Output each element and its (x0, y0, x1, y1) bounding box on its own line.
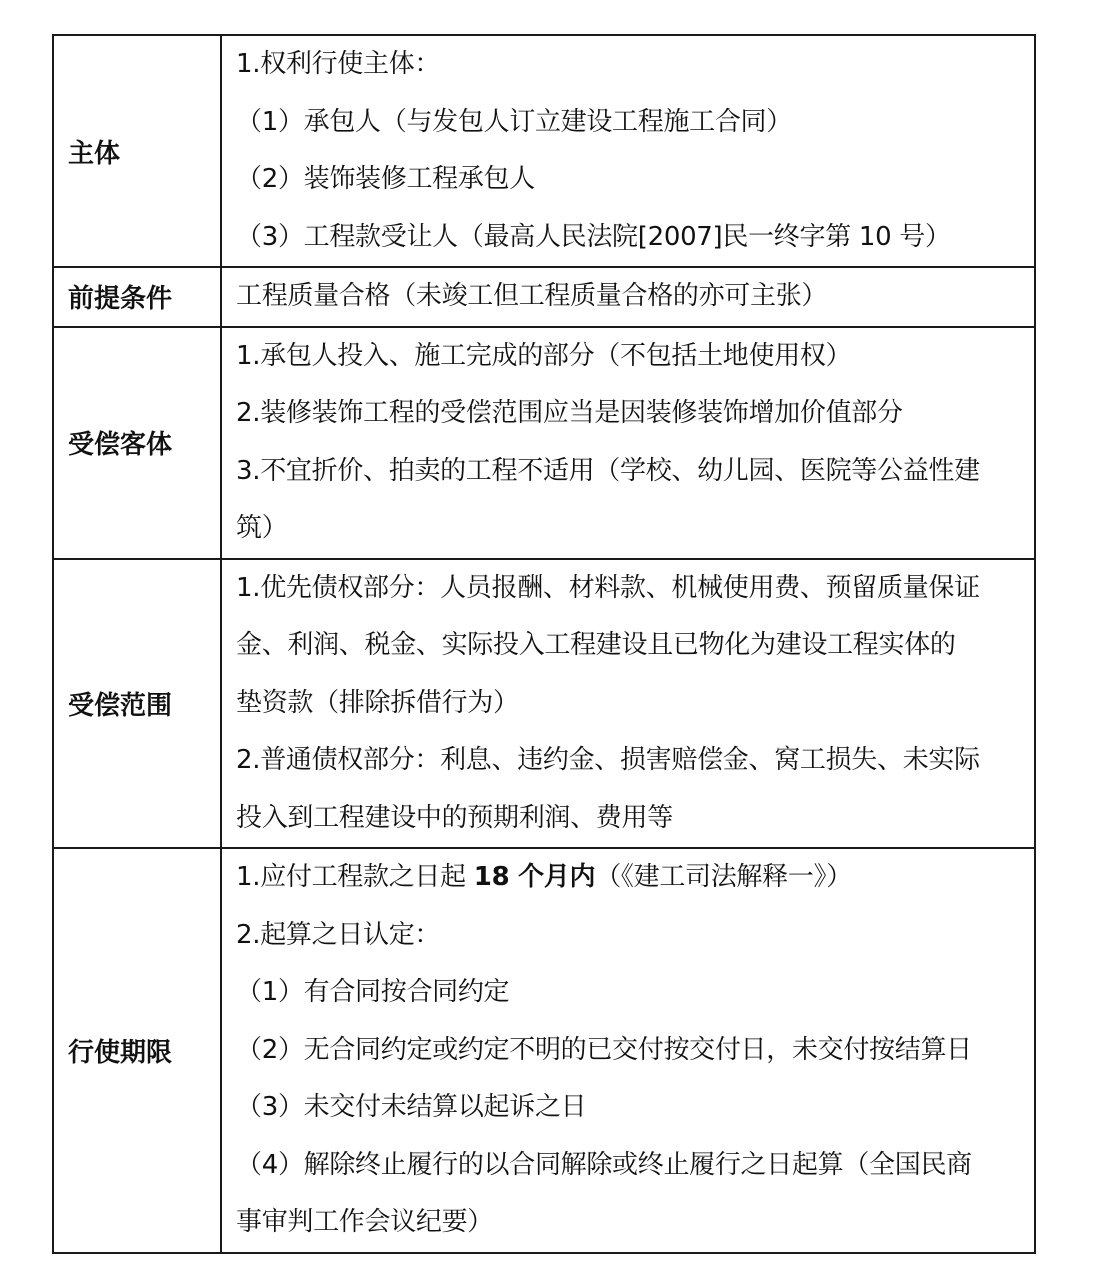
row-content-compensation-scope (221, 559, 1035, 849)
first-line-bold: 18 个月内 (473, 862, 596, 892)
table-row-subject (53, 35, 1035, 267)
content-line: （1）承包人（与发包人订立建设工程施工合同） (236, 106, 792, 137)
table-row-exercise-period (53, 848, 1035, 1253)
content-line: 筑） (236, 513, 288, 543)
row-label-compensation-scope: 受偿范围 (53, 559, 221, 849)
content-line: 1.承包人投入、施工完成的部分（不包括土地使用权） (236, 340, 852, 371)
content-line: 投入到工程建设中的预期利润、费用等 (236, 802, 673, 833)
content-line: 1.权利行使主体： (236, 49, 441, 79)
table-row-compensation-scope (53, 559, 1035, 849)
content-line: （2）无合同约定或约定不明的已交付按交付日，未交付按结算日 (236, 1034, 972, 1065)
row-content-compensation-object (221, 327, 1035, 559)
content-line: 1.优先债权部分：人员报酬、材料款、机械使用费、预留质量保证 (236, 572, 980, 603)
row-content-precondition (221, 267, 1035, 327)
content-line: 工程质量合格（未竣工但工程质量合格的亦可主张） (236, 281, 828, 311)
content-line: （2）装饰装修工程承包人 (236, 164, 535, 194)
content-line-first (236, 849, 1024, 907)
content-line: 垫资款（排除拆借行为） (236, 687, 519, 718)
table-row-compensation-object (53, 327, 1035, 559)
content-line: 2.普通债权部分：利息、违约金、损害赔偿金、窝工损失、未实际 (236, 745, 980, 775)
content-line: （4）解除终止履行的以合同解除或终止履行之日起算（全国民商 (236, 1149, 972, 1180)
content-line: 3.不宜折价、拍卖的工程不适用（学校、幼儿园、医院等公益性建 (236, 455, 980, 486)
row-label-exercise-period: 行使期限 (53, 848, 221, 1253)
first-line-post: （《建工司法解释一》） (595, 862, 852, 892)
first-line-pre: 1.应付工程款之日起 (236, 862, 474, 892)
row-label-compensation-object: 受偿客体 (53, 327, 221, 559)
row-label-subject: 主体 (53, 35, 221, 267)
content-line: 2.起算之日认定： (236, 919, 441, 950)
table-row-precondition (53, 267, 1035, 327)
content-line: 事审判工作会议纪要） (236, 1207, 494, 1237)
content-line: 金、利润、税金、实际投入工程建设且已物化为建设工程实体的 (236, 630, 956, 660)
content-line: （1）有合同按合同约定 (236, 977, 510, 1007)
row-content-subject (221, 35, 1035, 267)
row-content-exercise-period (221, 848, 1035, 1253)
legal-info-table (52, 34, 1036, 1254)
content-line: 2.装修装饰工程的受偿范围应当是因装修装饰增加价值部分 (236, 398, 903, 428)
content-line: （3）工程款受让人（最高人民法院[2007]民一终字第 10 号） (236, 221, 951, 252)
row-label-precondition: 前提条件 (53, 267, 221, 327)
content-line: （3）未交付未结算以起诉之日 (236, 1092, 587, 1122)
